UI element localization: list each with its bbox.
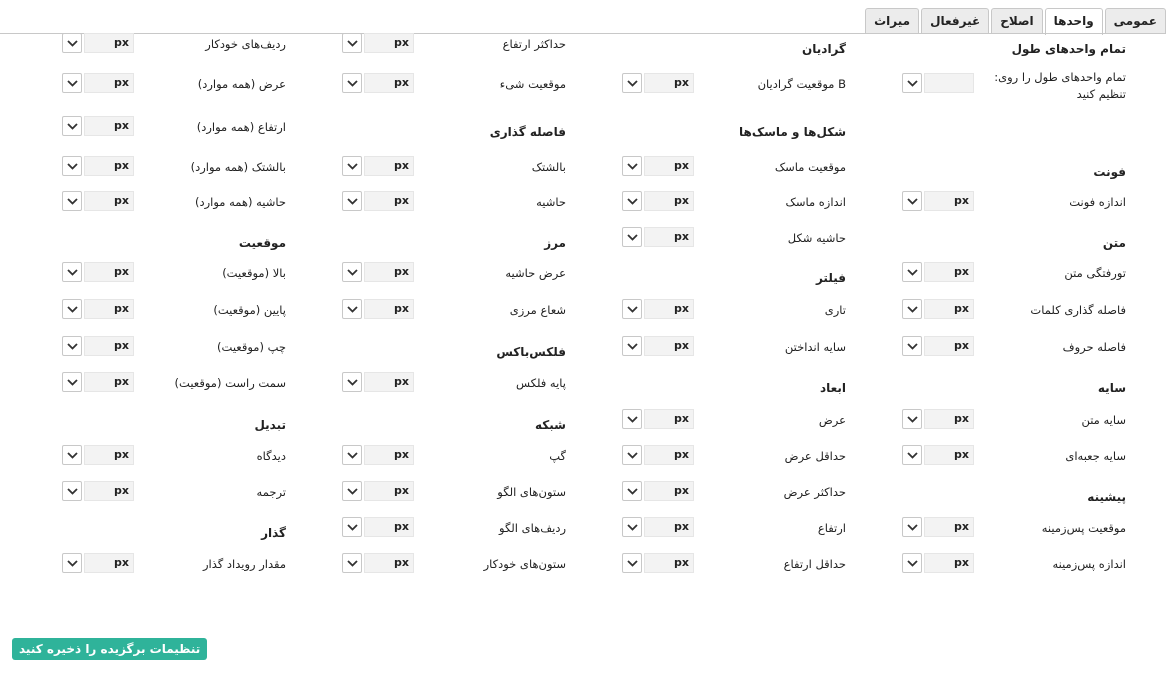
unit-control xyxy=(342,262,414,284)
chevron-down-icon xyxy=(627,524,638,531)
unit-value-field[interactable]: px xyxy=(364,191,414,211)
unit-setting-row xyxy=(622,445,846,467)
unit-dropdown-button[interactable] xyxy=(62,445,82,465)
chevron-down-icon xyxy=(907,524,918,531)
unit-value-field[interactable]: px xyxy=(364,33,414,53)
settings-column-1 xyxy=(902,34,1126,634)
chevron-down-icon xyxy=(67,343,78,350)
unit-dropdown-button[interactable] xyxy=(342,445,362,465)
setting-label: چپ (موقعیت) xyxy=(217,340,286,354)
setting-label: دیدگاه xyxy=(256,449,286,463)
setting-label: ستون‌های الگو xyxy=(497,485,566,499)
setting-label: تاری xyxy=(824,303,846,317)
tab-5[interactable]: میراث xyxy=(865,8,919,34)
unit-control xyxy=(902,445,974,467)
unit-value-field[interactable]: px xyxy=(84,336,134,356)
setting-label: اندازه فونت xyxy=(1069,195,1126,209)
setting-label: ارتفاع (همه موارد) xyxy=(196,120,286,134)
unit-dropdown-button[interactable] xyxy=(622,409,642,429)
tab-3[interactable]: اصلاح xyxy=(991,8,1042,34)
setting-label: موقعیت شیء xyxy=(499,77,566,91)
tab-4[interactable]: غیرفعال xyxy=(921,8,989,34)
unit-setting-row xyxy=(342,262,566,284)
unit-control xyxy=(62,33,134,55)
unit-value-field[interactable] xyxy=(924,73,974,93)
unit-value-field[interactable]: px xyxy=(644,481,694,501)
setting-label: عرض حاشیه xyxy=(505,266,566,280)
setting-label: بالشتک (همه موارد) xyxy=(190,160,286,174)
unit-control xyxy=(342,156,414,178)
unit-dropdown-button[interactable] xyxy=(622,445,642,465)
unit-dropdown-button[interactable] xyxy=(342,372,362,392)
setting-label: پایین (موقعیت) xyxy=(213,303,286,317)
setting-label: تورفتگی متن xyxy=(1064,266,1126,280)
unit-dropdown-button[interactable] xyxy=(342,481,362,501)
unit-setting-row xyxy=(62,336,286,358)
unit-setting-row xyxy=(62,553,286,575)
chevron-down-icon xyxy=(907,198,918,205)
unit-dropdown-button[interactable] xyxy=(62,481,82,501)
setting-label: عرض xyxy=(818,413,846,427)
unit-value-field[interactable]: px xyxy=(364,73,414,93)
setting-label: سایه انداختن xyxy=(784,340,846,354)
unit-value-field[interactable]: px xyxy=(364,517,414,537)
unit-setting-row xyxy=(62,191,286,213)
unit-setting-row xyxy=(622,409,846,431)
unit-setting-row xyxy=(62,445,286,467)
unit-setting-row xyxy=(342,33,566,55)
settings-column-2 xyxy=(622,34,846,634)
unit-control xyxy=(622,156,694,178)
unit-setting-row xyxy=(342,517,566,539)
unit-setting-row xyxy=(342,445,566,467)
unit-control xyxy=(622,299,694,321)
unit-control xyxy=(342,299,414,321)
unit-dropdown-button[interactable] xyxy=(342,191,362,211)
unit-control xyxy=(62,191,134,213)
chevron-down-icon xyxy=(347,163,358,170)
unit-setting-row xyxy=(902,262,1126,284)
unit-value-field[interactable]: px xyxy=(84,191,134,211)
setting-label: مقدار رویداد گذار xyxy=(203,557,286,571)
unit-value-field[interactable]: px xyxy=(84,33,134,53)
section-heading: شکل‌ها و ماسک‌ها xyxy=(739,125,846,139)
chevron-down-icon xyxy=(67,40,78,47)
unit-value-field[interactable]: px xyxy=(364,299,414,319)
setting-label: فاصله حروف xyxy=(1062,340,1126,354)
unit-dropdown-button[interactable] xyxy=(342,553,362,573)
unit-control xyxy=(622,227,694,249)
unit-dropdown-button[interactable] xyxy=(342,156,362,176)
unit-dropdown-button[interactable] xyxy=(622,299,642,319)
section-heading: تبدیل xyxy=(254,418,286,432)
unit-dropdown-button[interactable] xyxy=(622,227,642,247)
settings-column-3 xyxy=(342,34,566,634)
chevron-down-icon xyxy=(347,198,358,205)
unit-setting-row xyxy=(622,299,846,321)
setting-label: سایه جعبه‌ای xyxy=(1065,449,1126,463)
settings-column-4 xyxy=(62,34,286,634)
chevron-down-icon xyxy=(907,452,918,459)
unit-value-field[interactable]: px xyxy=(644,445,694,465)
setting-label: ترجمه xyxy=(256,485,286,499)
chevron-down-icon xyxy=(67,379,78,386)
setting-label: حداکثر ارتفاع xyxy=(502,37,566,51)
unit-dropdown-button[interactable] xyxy=(622,481,642,501)
unit-setting-row xyxy=(62,299,286,321)
unit-control xyxy=(622,517,694,539)
unit-setting-row xyxy=(902,70,1126,101)
unit-control xyxy=(622,445,694,467)
unit-value-field[interactable]: px xyxy=(924,336,974,356)
chevron-down-icon xyxy=(907,560,918,567)
section-heading: متن xyxy=(1102,236,1126,250)
unit-dropdown-button[interactable] xyxy=(902,262,922,282)
chevron-down-icon xyxy=(67,560,78,567)
unit-dropdown-button[interactable] xyxy=(342,73,362,93)
unit-setting-row xyxy=(902,553,1126,575)
chevron-down-icon xyxy=(67,452,78,459)
unit-setting-row xyxy=(622,73,846,95)
unit-setting-row xyxy=(342,156,566,178)
chevron-down-icon xyxy=(347,524,358,531)
unit-dropdown-button[interactable] xyxy=(622,73,642,93)
unit-value-field[interactable]: px xyxy=(644,336,694,356)
unit-value-field[interactable]: px xyxy=(364,445,414,465)
unit-dropdown-button[interactable] xyxy=(902,409,922,429)
unit-control xyxy=(342,445,414,467)
setting-label: سایه متن xyxy=(1081,413,1126,427)
unit-dropdown-button[interactable] xyxy=(62,299,82,319)
unit-value-field[interactable]: px xyxy=(644,156,694,176)
setting-label: موقعیت پس‌زمینه xyxy=(1041,521,1126,535)
unit-setting-row xyxy=(902,445,1126,467)
unit-dropdown-button[interactable] xyxy=(902,299,922,319)
section-heading: فونت xyxy=(1093,165,1126,179)
unit-value-field[interactable]: px xyxy=(84,299,134,319)
unit-dropdown-button[interactable] xyxy=(62,73,82,93)
section-heading: فیلتر xyxy=(815,271,846,285)
section-heading: شبکه xyxy=(535,418,566,432)
chevron-down-icon xyxy=(907,343,918,350)
unit-setting-row xyxy=(902,191,1126,213)
unit-control xyxy=(622,191,694,213)
unit-dropdown-button[interactable] xyxy=(342,517,362,537)
chevron-down-icon xyxy=(67,269,78,276)
chevron-down-icon xyxy=(347,488,358,495)
unit-control xyxy=(62,553,134,575)
unit-control xyxy=(342,517,414,539)
unit-dropdown-button[interactable] xyxy=(622,156,642,176)
unit-control xyxy=(902,409,974,431)
unit-control xyxy=(622,409,694,431)
unit-setting-row xyxy=(62,156,286,178)
unit-control xyxy=(902,336,974,358)
chevron-down-icon xyxy=(627,416,638,423)
setting-label: حداقل عرض xyxy=(784,449,846,463)
unit-dropdown-button[interactable] xyxy=(622,517,642,537)
unit-value-field[interactable]: px xyxy=(924,299,974,319)
unit-setting-row xyxy=(902,517,1126,539)
unit-control xyxy=(62,116,134,138)
unit-control xyxy=(62,336,134,358)
unit-dropdown-button[interactable] xyxy=(902,191,922,211)
tab-2[interactable]: واحدها xyxy=(1045,8,1103,35)
unit-value-field[interactable]: px xyxy=(924,445,974,465)
unit-value-field[interactable]: px xyxy=(364,481,414,501)
setting-label: ردیف‌های خودکار xyxy=(205,37,286,51)
unit-dropdown-button[interactable] xyxy=(902,445,922,465)
chevron-down-icon xyxy=(347,40,358,47)
unit-control xyxy=(342,33,414,55)
chevron-down-icon xyxy=(347,80,358,87)
unit-value-field[interactable]: px xyxy=(364,262,414,282)
unit-value-field[interactable]: px xyxy=(364,372,414,392)
unit-value-field[interactable]: px xyxy=(644,191,694,211)
unit-setting-row xyxy=(62,73,286,95)
unit-value-field[interactable]: px xyxy=(644,517,694,537)
unit-value-field[interactable]: px xyxy=(84,156,134,176)
section-heading: سایه xyxy=(1097,381,1126,395)
setting-label: حداقل ارتفاع xyxy=(783,557,846,571)
unit-setting-row xyxy=(62,33,286,55)
unit-value-field[interactable]: px xyxy=(644,227,694,247)
unit-control xyxy=(62,299,134,321)
unit-dropdown-button[interactable] xyxy=(902,553,922,573)
unit-value-field[interactable]: px xyxy=(644,299,694,319)
tab-1[interactable]: عمومی xyxy=(1105,8,1166,34)
unit-dropdown-button[interactable] xyxy=(342,33,362,53)
unit-control xyxy=(62,372,134,394)
unit-setting-row xyxy=(62,481,286,503)
setting-label: شعاع مرزی xyxy=(509,303,566,317)
unit-dropdown-button[interactable] xyxy=(902,336,922,356)
setting-label: بالشتک xyxy=(531,160,566,174)
setting-label: پایه فلکس xyxy=(515,376,566,390)
chevron-down-icon xyxy=(67,306,78,313)
setting-label: بالا (موقعیت) xyxy=(222,266,286,280)
chevron-down-icon xyxy=(907,80,918,87)
unit-control xyxy=(342,372,414,394)
unit-dropdown-button[interactable] xyxy=(622,336,642,356)
section-heading: گذار xyxy=(261,526,286,540)
unit-control xyxy=(902,299,974,321)
unit-dropdown-button[interactable] xyxy=(62,553,82,573)
chevron-down-icon xyxy=(67,163,78,170)
unit-dropdown-button[interactable] xyxy=(902,73,922,93)
unit-value-field[interactable]: px xyxy=(644,73,694,93)
unit-control xyxy=(902,191,974,213)
chevron-down-icon xyxy=(627,560,638,567)
unit-control xyxy=(622,481,694,503)
setting-label: حاشیه xyxy=(536,195,566,209)
unit-control xyxy=(62,156,134,178)
save-preferences-button[interactable]: تنظیمات برگزیده را ذخیره کنید xyxy=(12,638,207,660)
chevron-down-icon xyxy=(627,452,638,459)
unit-dropdown-button[interactable] xyxy=(622,191,642,211)
chevron-down-icon xyxy=(347,379,358,386)
chevron-down-icon xyxy=(907,416,918,423)
units-panel xyxy=(0,34,1171,634)
unit-setting-row xyxy=(342,191,566,213)
unit-setting-row xyxy=(342,553,566,575)
unit-value-field[interactable]: px xyxy=(924,262,974,282)
unit-setting-row xyxy=(622,336,846,358)
unit-value-field[interactable]: px xyxy=(84,262,134,282)
unit-value-field[interactable]: px xyxy=(84,116,134,136)
unit-control xyxy=(342,553,414,575)
setting-label: گپ xyxy=(549,449,566,463)
unit-dropdown-button[interactable] xyxy=(622,553,642,573)
unit-dropdown-button[interactable] xyxy=(902,517,922,537)
setting-label: موقعیت گرادیان B xyxy=(757,77,846,91)
section-heading: تمام واحدهای طول xyxy=(1011,42,1126,56)
unit-control xyxy=(62,73,134,95)
unit-value-field[interactable]: px xyxy=(924,191,974,211)
chevron-down-icon xyxy=(627,488,638,495)
unit-value-field[interactable]: px xyxy=(644,409,694,429)
chevron-down-icon xyxy=(67,488,78,495)
unit-setting-row xyxy=(62,116,286,138)
section-heading: گرادیان xyxy=(802,42,846,56)
section-heading: ابعاد xyxy=(819,381,846,395)
unit-setting-row xyxy=(622,553,846,575)
unit-dropdown-button[interactable] xyxy=(342,299,362,319)
unit-setting-row xyxy=(342,372,566,394)
chevron-down-icon xyxy=(627,343,638,350)
unit-value-field[interactable]: px xyxy=(364,156,414,176)
unit-setting-row xyxy=(902,336,1126,358)
setting-label: تمام واحدهای طول را روی: تنظیم کنید xyxy=(994,70,1126,101)
unit-control xyxy=(62,262,134,284)
chevron-down-icon xyxy=(67,198,78,205)
unit-control xyxy=(342,73,414,95)
unit-control xyxy=(902,553,974,575)
unit-dropdown-button[interactable] xyxy=(62,191,82,211)
unit-control xyxy=(622,553,694,575)
unit-dropdown-button[interactable] xyxy=(62,372,82,392)
unit-control xyxy=(622,336,694,358)
unit-value-field[interactable]: px xyxy=(84,73,134,93)
unit-dropdown-button[interactable] xyxy=(62,116,82,136)
unit-setting-row xyxy=(622,227,846,249)
unit-value-field[interactable]: px xyxy=(84,445,134,465)
chevron-down-icon xyxy=(67,80,78,87)
chevron-down-icon xyxy=(627,80,638,87)
unit-value-field[interactable]: px xyxy=(924,409,974,429)
setting-label: ردیف‌های الگو xyxy=(499,521,566,535)
unit-setting-row xyxy=(622,517,846,539)
unit-control xyxy=(62,481,134,503)
setting-label: اندازه پس‌زمینه xyxy=(1052,557,1126,571)
unit-dropdown-button[interactable] xyxy=(62,156,82,176)
setting-label: عرض (همه موارد) xyxy=(197,77,286,91)
unit-value-field[interactable]: px xyxy=(84,553,134,573)
chevron-down-icon xyxy=(347,306,358,313)
section-heading: فاصله گذاری xyxy=(489,125,566,139)
chevron-down-icon xyxy=(627,306,638,313)
setting-label: فاصله گذاری کلمات xyxy=(1030,303,1126,317)
setting-label: حداکثر عرض xyxy=(783,485,846,499)
section-heading: پیشینه xyxy=(1087,490,1126,504)
setting-label: حاشیه (همه موارد) xyxy=(194,195,286,209)
setting-label: ستون‌های خودکار xyxy=(483,557,566,571)
tab-bar xyxy=(865,8,1166,34)
setting-label: موقعیت ماسک xyxy=(774,160,846,174)
chevron-down-icon xyxy=(627,234,638,241)
unit-setting-row xyxy=(902,409,1126,431)
unit-control xyxy=(622,73,694,95)
unit-control xyxy=(342,191,414,213)
unit-value-field[interactable]: px xyxy=(364,553,414,573)
unit-setting-row xyxy=(622,156,846,178)
setting-label: حاشیه شکل xyxy=(787,231,846,245)
section-heading: فلکس‌باکس xyxy=(496,345,566,359)
unit-dropdown-button[interactable] xyxy=(62,33,82,53)
unit-setting-row xyxy=(902,299,1126,321)
unit-setting-row xyxy=(62,262,286,284)
unit-control xyxy=(342,481,414,503)
setting-label: سمت راست (موقعیت) xyxy=(174,376,286,390)
chevron-down-icon xyxy=(627,163,638,170)
chevron-down-icon xyxy=(347,269,358,276)
chevron-down-icon xyxy=(347,452,358,459)
unit-control xyxy=(902,262,974,284)
chevron-down-icon xyxy=(907,269,918,276)
setting-label: ارتفاع xyxy=(817,521,846,535)
unit-value-field[interactable]: px xyxy=(84,481,134,501)
unit-setting-row xyxy=(622,191,846,213)
unit-dropdown-button[interactable] xyxy=(62,262,82,282)
unit-setting-row xyxy=(62,372,286,394)
unit-setting-row xyxy=(622,481,846,503)
unit-control xyxy=(902,517,974,539)
chevron-down-icon xyxy=(347,560,358,567)
chevron-down-icon xyxy=(907,306,918,313)
unit-value-field[interactable]: px xyxy=(644,553,694,573)
unit-setting-row xyxy=(342,481,566,503)
unit-dropdown-button[interactable] xyxy=(342,262,362,282)
unit-control xyxy=(62,445,134,467)
unit-setting-row xyxy=(342,299,566,321)
unit-value-field[interactable]: px xyxy=(84,372,134,392)
chevron-down-icon xyxy=(627,198,638,205)
section-heading: مرز xyxy=(544,236,566,250)
unit-dropdown-button[interactable] xyxy=(62,336,82,356)
unit-control xyxy=(902,73,974,95)
setting-label: اندازه ماسک xyxy=(785,195,846,209)
section-heading: موقعیت xyxy=(238,236,286,250)
unit-value-field[interactable]: px xyxy=(924,517,974,537)
chevron-down-icon xyxy=(67,123,78,130)
unit-value-field[interactable]: px xyxy=(924,553,974,573)
unit-setting-row xyxy=(342,73,566,95)
